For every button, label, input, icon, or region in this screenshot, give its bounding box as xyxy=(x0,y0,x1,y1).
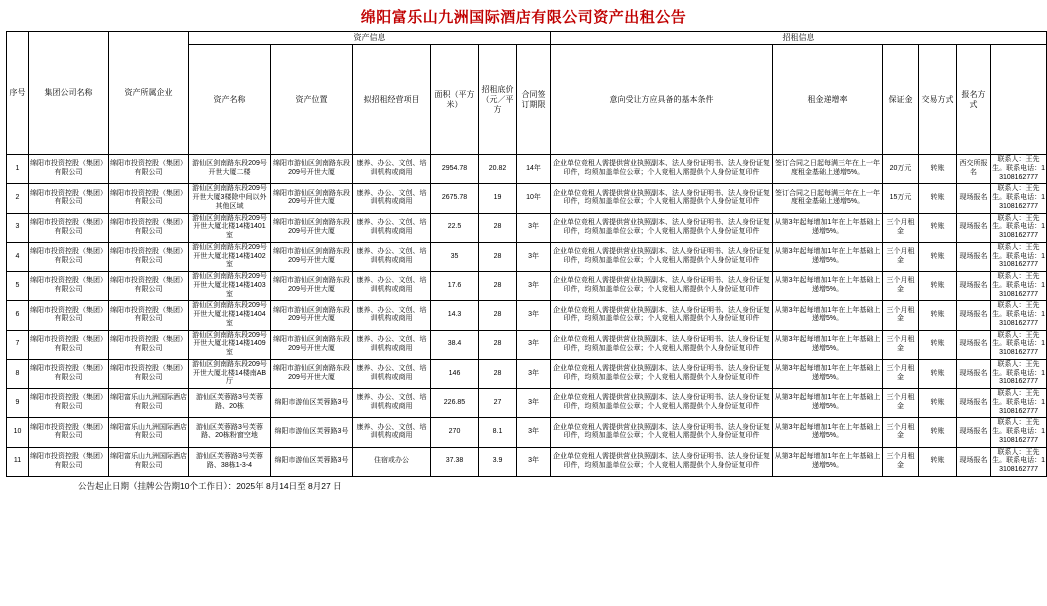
cell-apply-method: 现场报名 xyxy=(957,359,991,388)
cell-group-company: 绵阳市投资控股（集团）有限公司 xyxy=(29,242,109,271)
cell-trade-method: 转账 xyxy=(919,301,957,330)
cell-asset-name: 游仙区芙蓉路3号芙蓉路、38栋1-3-4 xyxy=(189,447,271,476)
cell-business-item: 康养、办公、文创、培训机构或商用 xyxy=(353,213,431,242)
cell-rate: 从第3年起每增加1年在上年基础上递增5%。 xyxy=(773,330,883,359)
cell-contact: 联系人：王先生。联系电话：13108162777 xyxy=(991,418,1047,447)
cell-business-item: 康养、办公、文创、培训机构或商用 xyxy=(353,272,431,301)
asset-lease-table xyxy=(6,31,1047,477)
cell-trade-method: 转账 xyxy=(919,330,957,359)
cell-apply-method: 现场报名 xyxy=(957,389,991,418)
cell-asset-unit: 绵阳市投资控股（集团）有限公司 xyxy=(109,301,189,330)
table-row xyxy=(7,184,1047,213)
cell-contract-term: 3年 xyxy=(517,330,551,359)
header-asset-info-group: 资产信息 xyxy=(189,32,551,45)
cell-conditions: 企业单位竞租人需提供营业执照副本、法人身份证明书、法人身份证复印件，均须加盖单位公章；个人竞租人需提供个人身份证复印件 xyxy=(551,242,773,271)
cell-trade-method: 转账 xyxy=(919,155,957,184)
cell-asset-unit: 绵阳市投资控股（集团）有限公司 xyxy=(109,272,189,301)
header-apply-method: 报名方式 xyxy=(957,45,991,155)
cell-area: 17.6 xyxy=(431,272,479,301)
header-base-price: 招租底价（元／平方 xyxy=(479,45,517,155)
cell-asset-location: 绵阳市游仙区剑南路东段209号开世大厦 xyxy=(271,242,353,271)
page-title: 绵阳富乐山九洲国际酒店有限公司资产出租公告 xyxy=(360,9,687,26)
cell-conditions: 企业单位竞租人需提供营业执照副本、法人身份证明书、法人身份证复印件，均须加盖单位公章；个人竞租人需提供个人身份证复印件 xyxy=(551,155,773,184)
cell-contact: 联系人：王先生。联系电话：13108162777 xyxy=(991,213,1047,242)
cell-group-company: 绵阳市投资控股（集团）有限公司 xyxy=(29,301,109,330)
cell-base-price: 28 xyxy=(479,242,517,271)
cell-asset-name: 游仙区芙蓉路3号芙蓉路、20栋 xyxy=(189,389,271,418)
table-row xyxy=(7,155,1047,184)
cell-asset-name: 游仙区剑南路东段209号开世大厦北楼14楼1403室 xyxy=(189,272,271,301)
cell-trade-method: 转账 xyxy=(919,272,957,301)
cell-business-item: 康养、办公、文创、培训机构或商用 xyxy=(353,155,431,184)
cell-apply-method: 现场报名 xyxy=(957,272,991,301)
cell-asset-name: 游仙区剑南路东段209号开世大厦二楼 xyxy=(189,155,271,184)
cell-index: 5 xyxy=(7,272,29,301)
cell-rate: 从第3年起每增加1年在上年基础上递增5%。 xyxy=(773,389,883,418)
header-asset-location: 资产位置 xyxy=(271,45,353,155)
cell-index: 2 xyxy=(7,184,29,213)
cell-business-item: 康养、办公、文创、培训机构或商用 xyxy=(353,389,431,418)
header-area: 面积（平方米） xyxy=(431,45,479,155)
cell-business-item: 康养、办公、文创、培训机构或商用 xyxy=(353,359,431,388)
cell-contract-term: 3年 xyxy=(517,389,551,418)
cell-asset-location: 绵阳市游仙区剑南路东段209号开世大厦 xyxy=(271,330,353,359)
header-rate: 租金递增率 xyxy=(773,45,883,155)
cell-area: 37.38 xyxy=(431,447,479,476)
cell-deposit: 三个月租金 xyxy=(883,272,919,301)
cell-area: 35 xyxy=(431,242,479,271)
cell-asset-unit: 绵阳市投资控股（集团）有限公司 xyxy=(109,242,189,271)
cell-contact: 联系人：王先生。联系电话：13108162777 xyxy=(991,242,1047,271)
cell-contract-term: 3年 xyxy=(517,447,551,476)
cell-group-company: 绵阳市投资控股（集团）有限公司 xyxy=(29,330,109,359)
table-row xyxy=(7,447,1047,476)
cell-contact: 联系人：王先生。联系电话：13108162777 xyxy=(991,272,1047,301)
cell-deposit: 三个月租金 xyxy=(883,330,919,359)
cell-rate: 从第3年起每增加1年在上年基础上递增5%。 xyxy=(773,242,883,271)
cell-base-price: 19 xyxy=(479,184,517,213)
cell-trade-method: 转账 xyxy=(919,418,957,447)
cell-base-price: 28 xyxy=(479,330,517,359)
cell-conditions: 企业单位竞租人需提供营业执照副本、法人身份证明书、法人身份证复印件，均须加盖单位公章；个人竞租人需提供个人身份证复印件 xyxy=(551,389,773,418)
header-deposit: 保证金 xyxy=(883,45,919,155)
cell-area: 226.85 xyxy=(431,389,479,418)
cell-contract-term: 3年 xyxy=(517,359,551,388)
cell-business-item: 康养、办公、文创、培训机构或商用 xyxy=(353,418,431,447)
cell-base-price: 28 xyxy=(479,213,517,242)
cell-asset-unit: 绵阳富乐山九洲国际酒店有限公司 xyxy=(109,389,189,418)
cell-conditions: 企业单位竞租人需提供营业执照副本、法人身份证明书、法人身份证复印件，均须加盖单位公章；个人竞租人需提供个人身份证复印件 xyxy=(551,447,773,476)
cell-apply-method: 西交所报名 xyxy=(957,155,991,184)
cell-area: 38.4 xyxy=(431,330,479,359)
cell-asset-name: 游仙区剑南路东段209号开世大厦北楼14楼1404室 xyxy=(189,301,271,330)
header-contract-term: 合同签订期限 xyxy=(517,45,551,155)
cell-area: 2954.78 xyxy=(431,155,479,184)
header-index: 序号 xyxy=(7,32,29,155)
cell-rate: 从第3年起每增加1年在上年基础上递增5%。 xyxy=(773,272,883,301)
cell-base-price: 28 xyxy=(479,359,517,388)
cell-apply-method: 现场报名 xyxy=(957,213,991,242)
header-asset-name: 资产名称 xyxy=(189,45,271,155)
cell-asset-unit: 绵阳市投资控股（集团）有限公司 xyxy=(109,213,189,242)
cell-group-company: 绵阳市投资控股（集团）有限公司 xyxy=(29,418,109,447)
cell-trade-method: 转账 xyxy=(919,213,957,242)
cell-apply-method: 现场报名 xyxy=(957,418,991,447)
cell-conditions: 企业单位竞租人需提供营业执照副本、法人身份证明书、法人身份证复印件，均须加盖单位公章；个人竞租人需提供个人身份证复印件 xyxy=(551,213,773,242)
cell-asset-name: 游仙区剑南路东段209号开世大厦北楼14楼1401室 xyxy=(189,213,271,242)
cell-deposit: 三个月租金 xyxy=(883,359,919,388)
cell-conditions: 企业单位竞租人需提供营业执照副本、法人身份证明书、法人身份证复印件，均须加盖单位公章；个人竞租人需提供个人身份证复印件 xyxy=(551,301,773,330)
cell-asset-unit: 绵阳市投资控股（集团）有限公司 xyxy=(109,155,189,184)
cell-trade-method: 转账 xyxy=(919,359,957,388)
table-row xyxy=(7,389,1047,418)
cell-group-company: 绵阳市投资控股（集团）有限公司 xyxy=(29,213,109,242)
cell-group-company: 绵阳市投资控股（集团）有限公司 xyxy=(29,272,109,301)
cell-area: 270 xyxy=(431,418,479,447)
cell-index: 8 xyxy=(7,359,29,388)
cell-deposit: 三个月租金 xyxy=(883,242,919,271)
cell-contact: 联系人：王先生。联系电话：13108162777 xyxy=(991,330,1047,359)
cell-business-item: 康养、办公、文创、培训机构或商用 xyxy=(353,301,431,330)
cell-deposit: 三个月租金 xyxy=(883,418,919,447)
cell-contract-term: 3年 xyxy=(517,418,551,447)
cell-rate: 从第3年起每增加1年在上年基础上递增5%。 xyxy=(773,447,883,476)
cell-contact: 联系人：王先生。联系电话：13108162777 xyxy=(991,155,1047,184)
cell-rate: 从第3年起每增加1年在上年基础上递增5%。 xyxy=(773,359,883,388)
cell-asset-unit: 绵阳富乐山九洲国际酒店有限公司 xyxy=(109,447,189,476)
cell-apply-method: 现场报名 xyxy=(957,184,991,213)
cell-contact: 联系人：王先生。联系电话：13108162777 xyxy=(991,359,1047,388)
header-conditions: 意向受让方应具备的基本条件 xyxy=(551,45,773,155)
cell-asset-location: 绵阳市游仙区芙蓉路3号 xyxy=(271,447,353,476)
cell-asset-unit: 绵阳富乐山九洲国际酒店有限公司 xyxy=(109,418,189,447)
cell-asset-location: 绵阳市游仙区芙蓉路3号 xyxy=(271,418,353,447)
cell-index: 7 xyxy=(7,330,29,359)
cell-contract-term: 14年 xyxy=(517,155,551,184)
cell-deposit: 15万元 xyxy=(883,184,919,213)
cell-asset-location: 绵阳市游仙区剑南路东段209号开世大厦 xyxy=(271,155,353,184)
cell-index: 10 xyxy=(7,418,29,447)
cell-deposit: 三个月租金 xyxy=(883,301,919,330)
cell-rate: 签订合同之日起每满三年在上一年度租金基础上递增5%。 xyxy=(773,155,883,184)
cell-contract-term: 3年 xyxy=(517,301,551,330)
cell-area: 22.5 xyxy=(431,213,479,242)
cell-apply-method: 现场报名 xyxy=(957,301,991,330)
cell-group-company: 绵阳市投资控股（集团）有限公司 xyxy=(29,184,109,213)
cell-area: 146 xyxy=(431,359,479,388)
table-row xyxy=(7,272,1047,301)
cell-conditions: 企业单位竞租人需提供营业执照副本、法人身份证明书、法人身份证复印件，均须加盖单位公章；个人竞租人需提供个人身份证复印件 xyxy=(551,418,773,447)
cell-trade-method: 转账 xyxy=(919,184,957,213)
cell-index: 6 xyxy=(7,301,29,330)
table-header-group-row xyxy=(7,32,1047,45)
cell-rate: 从第3年起每增加1年在上年基础上递增5%。 xyxy=(773,301,883,330)
cell-asset-unit: 绵阳市投资控股（集团）有限公司 xyxy=(109,330,189,359)
cell-rate: 从第3年起每增加1年在上年基础上递增5%。 xyxy=(773,213,883,242)
cell-contact: 联系人：王先生。联系电话：13108162777 xyxy=(991,301,1047,330)
cell-business-item: 康养、办公、文创、培训机构或商用 xyxy=(353,330,431,359)
header-trade-method: 交易方式 xyxy=(919,45,957,155)
table-row xyxy=(7,359,1047,388)
table-row xyxy=(7,330,1047,359)
cell-asset-location: 绵阳市游仙区剑南路东段209号开世大厦 xyxy=(271,301,353,330)
header-lease-info-group: 招租信息 xyxy=(551,32,1047,45)
cell-group-company: 绵阳市投资控股（集团）有限公司 xyxy=(29,389,109,418)
table-row xyxy=(7,418,1047,447)
cell-conditions: 企业单位竞租人需提供营业执照副本、法人身份证明书、法人身份证复印件，均须加盖单位公章；个人竞租人需提供个人身份证复印件 xyxy=(551,359,773,388)
table-row xyxy=(7,242,1047,271)
cell-business-item: 康养、办公、文创、培训机构或商用 xyxy=(353,242,431,271)
cell-business-item: 住宿或办公 xyxy=(353,447,431,476)
cell-base-price: 20.82 xyxy=(479,155,517,184)
cell-base-price: 27 xyxy=(479,389,517,418)
cell-asset-location: 绵阳市游仙区剑南路东段209号开世大厦 xyxy=(271,359,353,388)
cell-base-price: 28 xyxy=(479,301,517,330)
cell-index: 4 xyxy=(7,242,29,271)
cell-contract-term: 10年 xyxy=(517,184,551,213)
cell-trade-method: 转账 xyxy=(919,389,957,418)
cell-asset-location: 绵阳市游仙区剑南路东段209号开世大厦 xyxy=(271,272,353,301)
table-row xyxy=(7,213,1047,242)
cell-group-company: 绵阳市投资控股（集团）有限公司 xyxy=(29,359,109,388)
cell-group-company: 绵阳市投资控股（集团）有限公司 xyxy=(29,155,109,184)
cell-deposit: 三个月租金 xyxy=(883,447,919,476)
cell-apply-method: 现场报名 xyxy=(957,447,991,476)
table-row xyxy=(7,301,1047,330)
cell-rate: 从第3年起每增加1年在上年基础上递增5%。 xyxy=(773,418,883,447)
cell-trade-method: 转账 xyxy=(919,242,957,271)
cell-area: 2675.78 xyxy=(431,184,479,213)
cell-base-price: 28 xyxy=(479,272,517,301)
cell-asset-unit: 绵阳市投资控股（集团）有限公司 xyxy=(109,359,189,388)
cell-apply-method: 现场报名 xyxy=(957,242,991,271)
cell-asset-name: 游仙区芙蓉路3号芙蓉路、20栋粉窗空地 xyxy=(189,418,271,447)
cell-asset-location: 绵阳市游仙区剑南路东段209号开世大厦 xyxy=(271,213,353,242)
cell-contact: 联系人：王先生。联系电话：13108162777 xyxy=(991,447,1047,476)
cell-area: 14.3 xyxy=(431,301,479,330)
cell-asset-name: 游仙区剑南路东段209号开世大厦北楼14楼1409室 xyxy=(189,330,271,359)
cell-asset-name: 游仙区剑南路东段209号开世大厦北楼14楼南AB厅 xyxy=(189,359,271,388)
cell-base-price: 3.9 xyxy=(479,447,517,476)
cell-asset-location: 绵阳市游仙区剑南路东段209号开世大厦 xyxy=(271,184,353,213)
cell-index: 3 xyxy=(7,213,29,242)
cell-conditions: 企业单位竞租人需提供营业执照副本、法人身份证明书、法人身份证复印件，均须加盖单位公章；个人竞租人需提供个人身份证复印件 xyxy=(551,272,773,301)
cell-deposit: 三个月租金 xyxy=(883,389,919,418)
header-asset-unit: 资产所属企业 xyxy=(109,32,189,155)
cell-deposit: 20万元 xyxy=(883,155,919,184)
cell-contact: 联系人：王先生。联系电话：13108162777 xyxy=(991,389,1047,418)
cell-group-company: 绵阳市投资控股（集团）有限公司 xyxy=(29,447,109,476)
cell-contract-term: 3年 xyxy=(517,213,551,242)
cell-conditions: 企业单位竞租人需提供营业执照副本、法人身份证明书、法人身份证复印件，均须加盖单位公章；个人竞租人需提供个人身份证复印件 xyxy=(551,184,773,213)
cell-index: 11 xyxy=(7,447,29,476)
cell-contract-term: 3年 xyxy=(517,272,551,301)
cell-index: 9 xyxy=(7,389,29,418)
cell-conditions: 企业单位竞租人需提供营业执照副本、法人身份证明书、法人身份证复印件，均须加盖单位公章；个人竞租人需提供个人身份证复印件 xyxy=(551,330,773,359)
cell-rate: 签订合同之日起每满三年在上一年度租金基础上递增5%。 xyxy=(773,184,883,213)
footnote: 公告起止日期（挂牌公告期10个工作日）：2025年 8月14日至 8月27 日 xyxy=(78,480,342,491)
cell-asset-name: 游仙区剑南路东段209号开世大厦北楼14楼1402室 xyxy=(189,242,271,271)
cell-index: 1 xyxy=(7,155,29,184)
cell-trade-method: 转账 xyxy=(919,447,957,476)
header-business-item: 拟招租经营项目 xyxy=(353,45,431,155)
cell-business-item: 康养、办公、文创、培训机构或商用 xyxy=(353,184,431,213)
cell-asset-name: 游仙区剑南路东段209号开世大厦3楼除中间以外其他区域 xyxy=(189,184,271,213)
cell-asset-unit: 绵阳市投资控股（集团）有限公司 xyxy=(109,184,189,213)
table-body xyxy=(7,155,1047,477)
cell-apply-method: 现场报名 xyxy=(957,330,991,359)
cell-asset-location: 绵阳市游仙区芙蓉路3号 xyxy=(271,389,353,418)
cell-base-price: 8.1 xyxy=(479,418,517,447)
cell-contact: 联系人：王先生。联系电话：13108162777 xyxy=(991,184,1047,213)
cell-deposit: 三个月租金 xyxy=(883,213,919,242)
cell-contract-term: 3年 xyxy=(517,242,551,271)
header-group-company: 集团公司名称 xyxy=(29,32,109,155)
